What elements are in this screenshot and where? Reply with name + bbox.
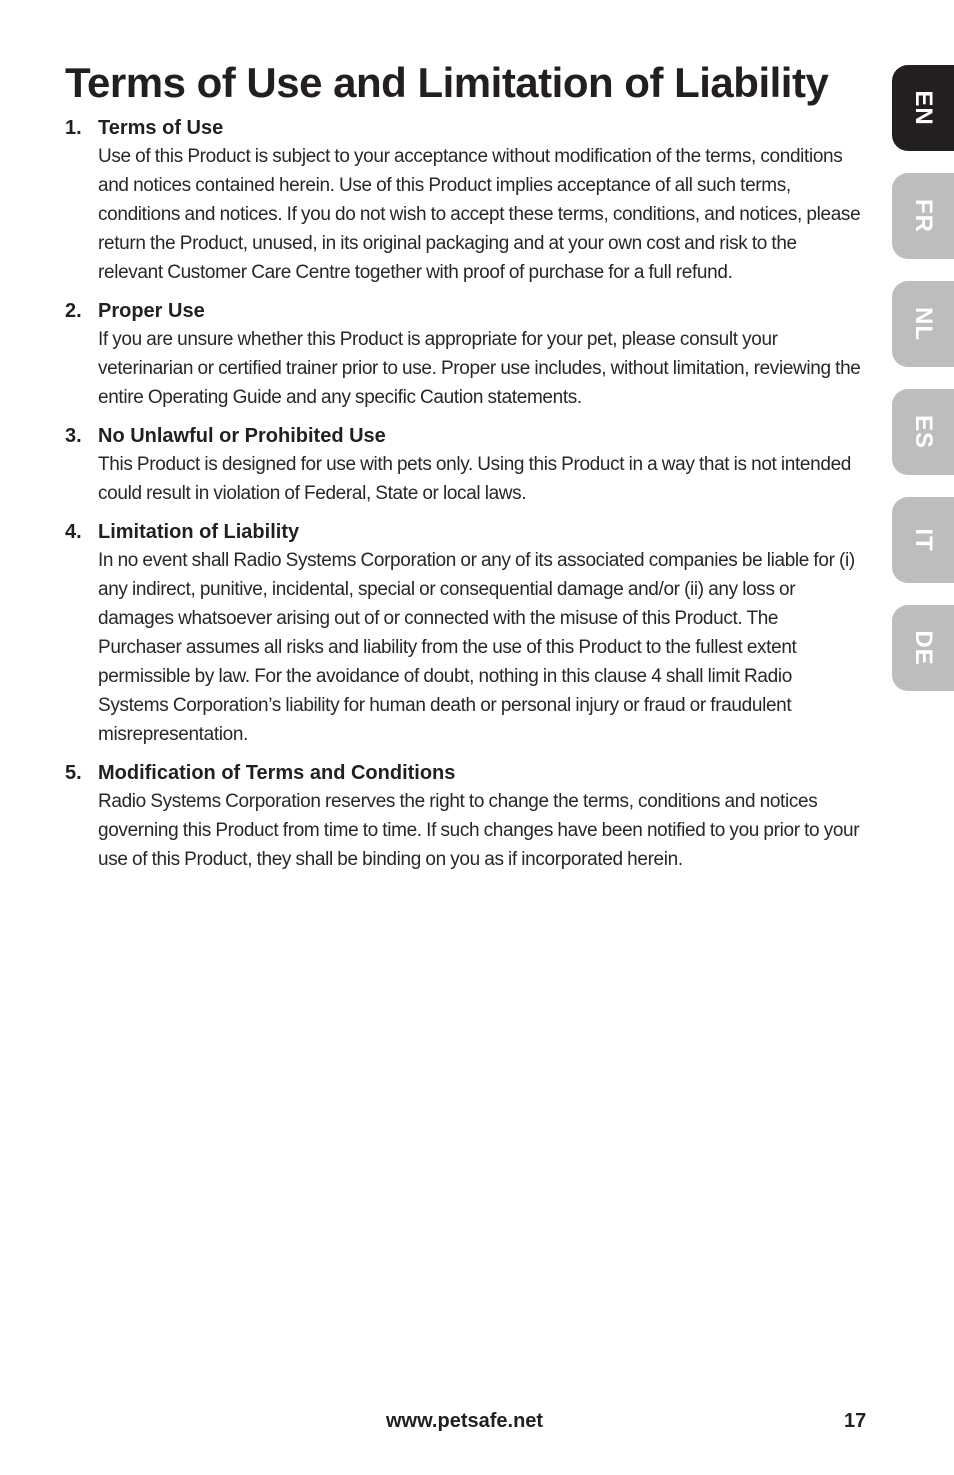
section-proper-use: [65, 297, 865, 412]
section-limitation-of-liability: [65, 518, 865, 749]
section-body: If you are unsure whether this Product is appropriate for your pet, please consult your veterinarian or certified trainer prior to use. Proper use includes, without limitation, reviewing the entire Operating Guide and any specific Caution statements.: [98, 329, 861, 408]
language-tab-nl[interactable]: [892, 281, 954, 367]
section-heading: Limitation of Liability: [98, 521, 300, 543]
section-modification-of-terms: [65, 759, 865, 874]
language-tab-de[interactable]: [892, 605, 954, 691]
language-tab-label: NL: [910, 307, 937, 341]
language-tab-label: EN: [910, 90, 937, 126]
language-tab-label: FR: [910, 199, 937, 233]
section-number: 5.: [65, 762, 82, 784]
section-body: In no event shall Radio Systems Corporation or any of its associated companies be liable for (i) any indirect, punitive, incidental, special or consequential damage and/or (ii) any loss or damages whatsoever arising out of or connected with the misuse of this Product. The Purchaser assumes all risks and liability from the use of this Product to the fullest extent permissible by law. For the avoidance of doubt, nothing in this clause 4 shall limit Radio Systems Corporation’s liability for human death or personal injury or fraud or fraudulent misrepresentation.: [98, 550, 855, 745]
section-body: Use of this Product is subject to your acceptance without modification of the terms, conditions and notices contained herein. Use of this Product implies acceptance of all such terms, conditions and notices. If you do not wish to accept these terms, conditions, and notices, please return the Product, unused, in its original packaging and at your own cost and risk to the relevant Customer Care Centre together with proof of purchase for a full refund.: [98, 146, 861, 283]
section-number: 4.: [65, 521, 82, 543]
footer-website-url[interactable]: www.petsafe.net: [386, 1410, 544, 1432]
section-number: 2.: [65, 300, 82, 322]
language-tab-label: IT: [910, 528, 937, 552]
section-heading: Modification of Terms and Conditions: [98, 762, 456, 784]
page-number: 17: [844, 1410, 867, 1432]
section-body: This Product is designed for use with pets only. Using this Product in a way that is not intended could result in violation of Federal, State or local laws.: [98, 454, 852, 504]
language-tab-en[interactable]: [892, 65, 954, 151]
language-tab-es[interactable]: [892, 389, 954, 475]
section-no-unlawful-use: [65, 422, 865, 508]
section-heading: Terms of Use: [98, 117, 224, 139]
section-number: 3.: [65, 425, 82, 447]
section-heading: Proper Use: [98, 300, 205, 322]
section-terms-of-use: [65, 114, 865, 287]
language-tabs: [892, 65, 954, 713]
language-tab-label: ES: [910, 414, 937, 450]
language-tab-it[interactable]: [892, 497, 954, 583]
language-tab-label: DE: [910, 630, 937, 666]
section-number: 1.: [65, 117, 82, 139]
section-body: Radio Systems Corporation reserves the right to change the terms, conditions and notices governing this Product from time to time. If such changes have been notified to you prior to your use of this Product, they shall be binding on you as if incorporated herein.: [98, 791, 860, 870]
terms-sections: [65, 114, 865, 884]
language-tab-fr[interactable]: [892, 173, 954, 259]
page-title: Terms of Use and Limitation of Liability: [65, 59, 829, 106]
section-heading: No Unlawful or Prohibited Use: [98, 425, 386, 447]
